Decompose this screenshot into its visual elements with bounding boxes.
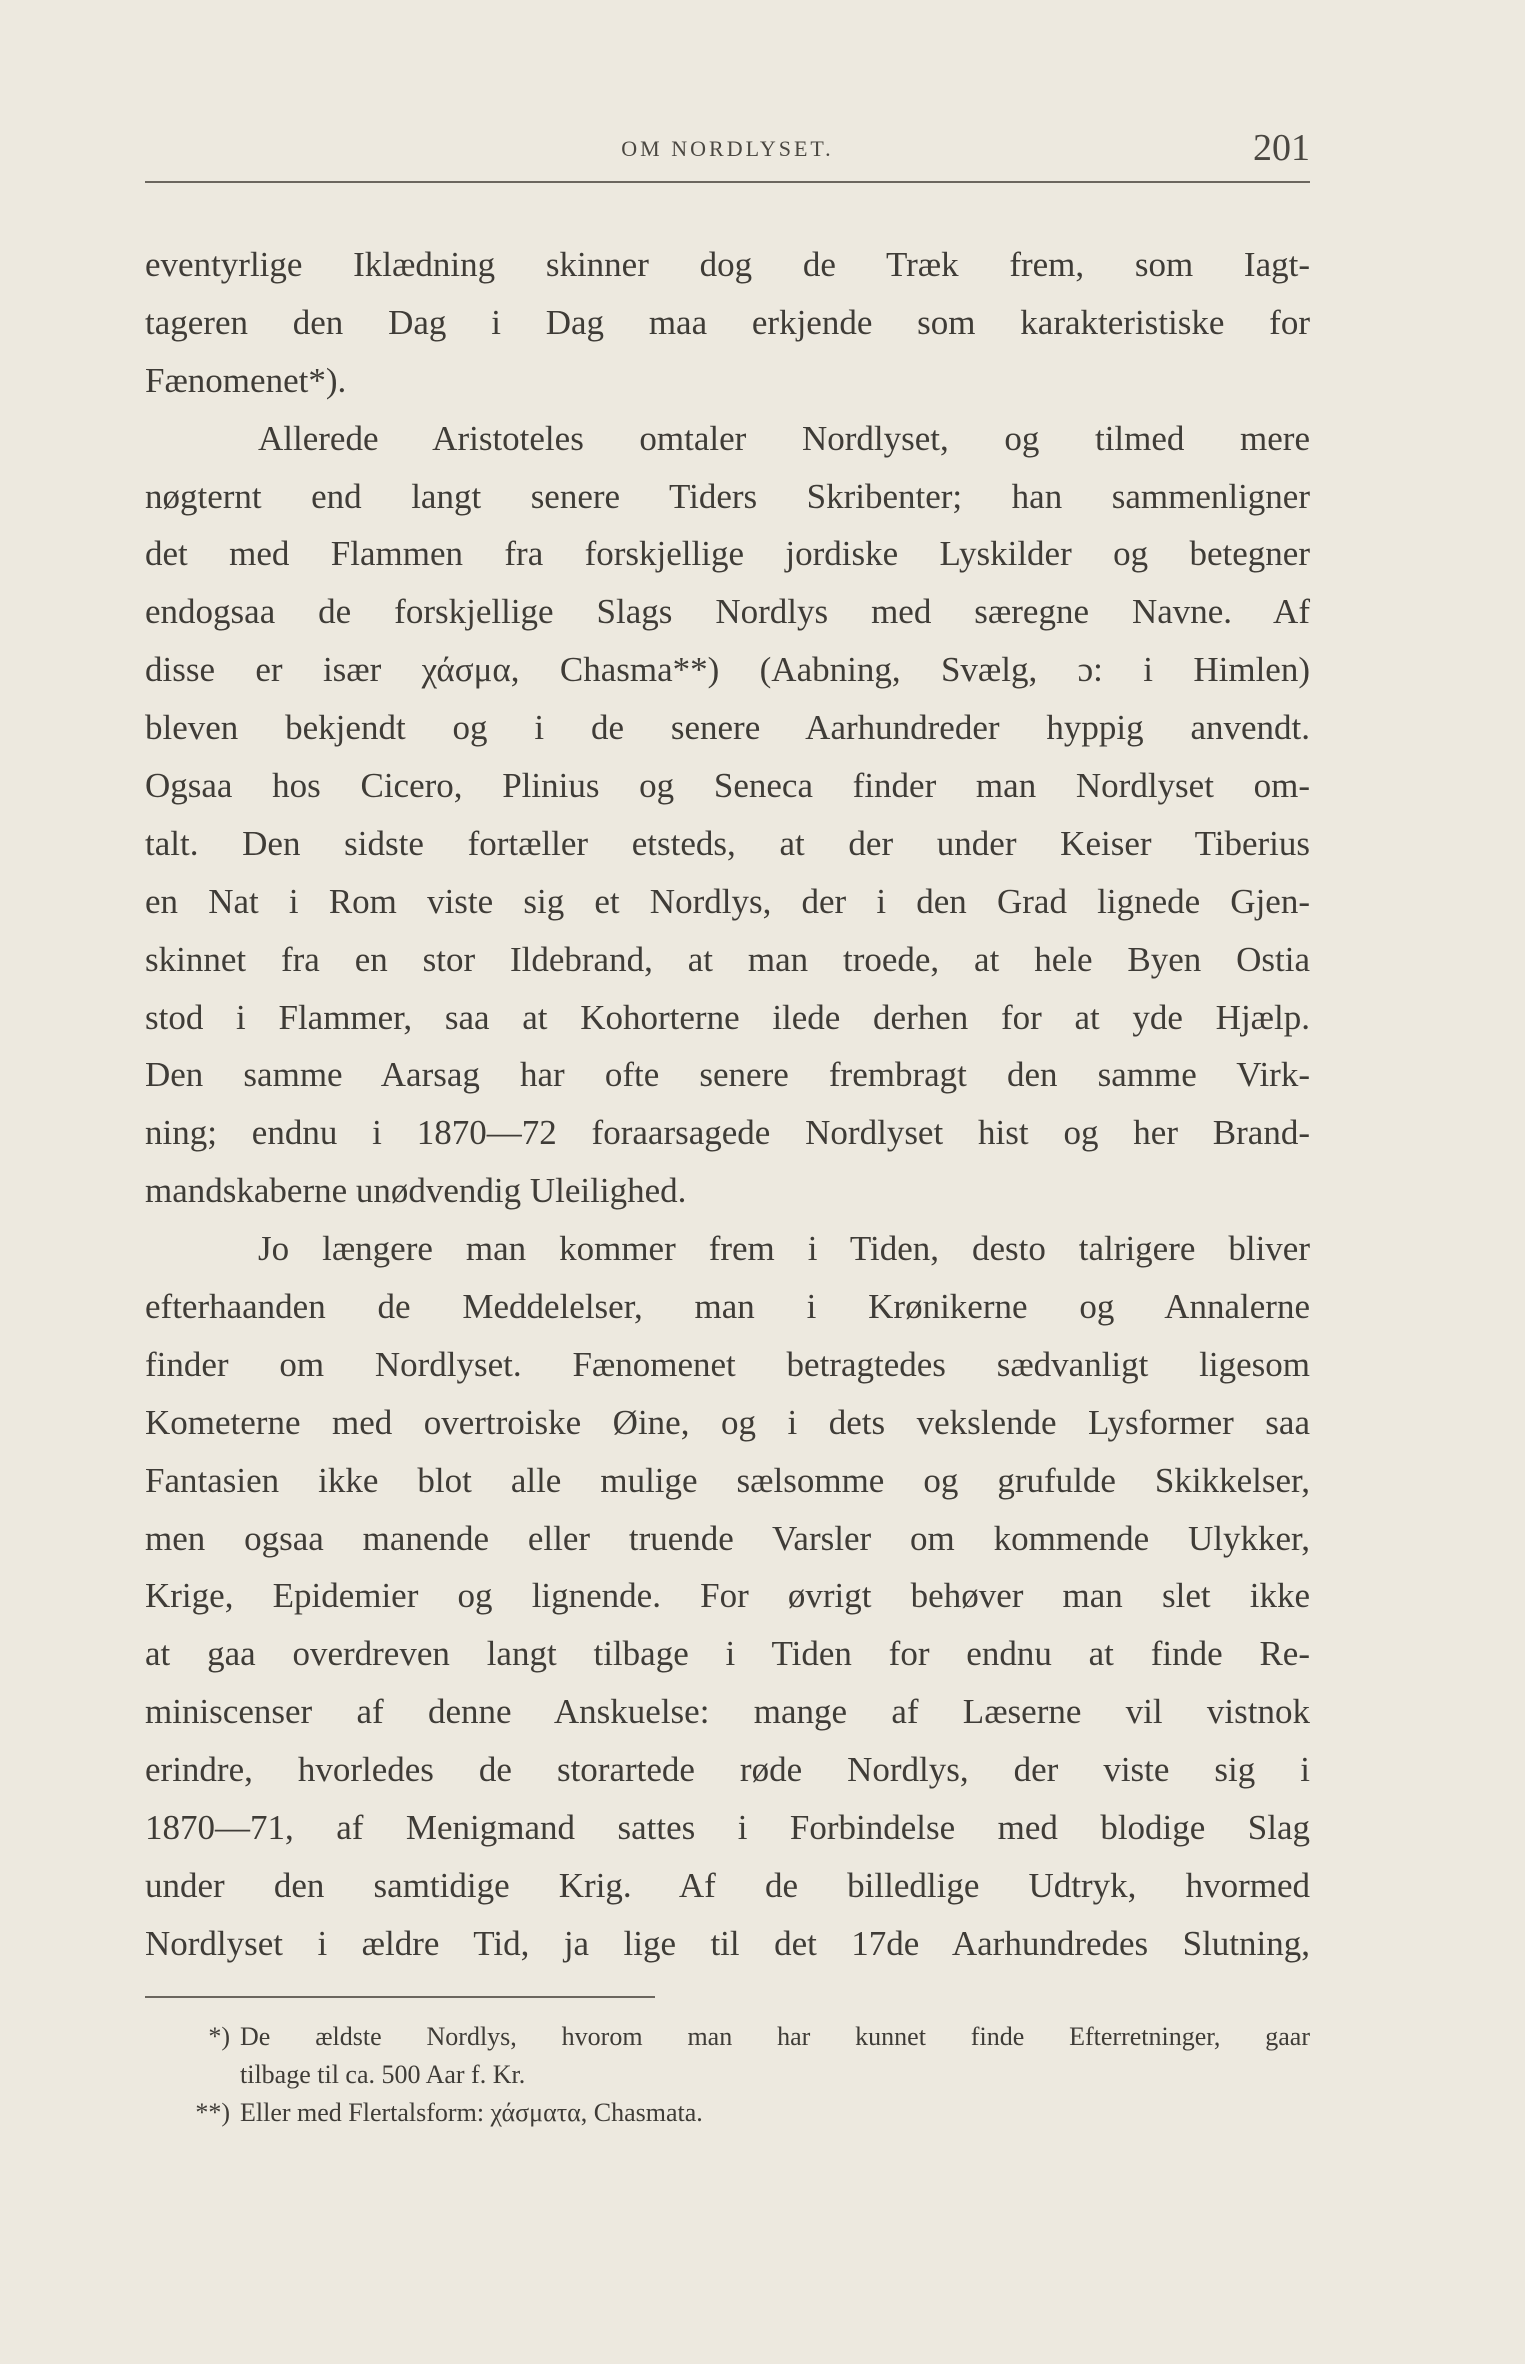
text-line: Den samme Aarsag har ofte senere frembragt den samme Virk- (145, 1055, 1310, 1095)
footnote-2 (145, 2094, 1310, 2132)
text-line: Fantasien ikke blot alle mulige sælsomme og grufulde Skikkelser, (145, 1460, 1310, 1500)
text-line: men ogsaa manende eller truende Varsler om kommende Ulykker, (145, 1518, 1310, 1558)
text-line: disse er især χάσμα, Chasma**) (Aabning, Svælg, ɔ: i Himlen) (145, 650, 1310, 690)
running-head: OM NORDLYSET. (621, 136, 834, 161)
text-line: Kometerne med overtroiske Øine, og i dets vekslende Lysformer saa (145, 1402, 1310, 1442)
text-line: Fænomenet*). (145, 360, 347, 400)
text-line: 1870—71, af Menigmand sattes i Forbindelse med blodige Slag (145, 1808, 1310, 1848)
page-header (145, 126, 1310, 176)
text-line: skinnet fra en stor Ildebrand, at man troede, at hele Byen Ostia (145, 939, 1310, 979)
text-line: miniscenser af denne Anskuelse: mange af Læserne vil vistnok (145, 1692, 1310, 1732)
page-number: 201 (1253, 127, 1310, 169)
text-line: finder om Nordlyset. Fænomenet betragtedes sædvanligt ligesom (145, 1344, 1310, 1384)
footnote-rule (145, 1996, 655, 1998)
text-line: ning; endnu i 1870—72 foraarsagede Nordlyset hist og her Brand- (145, 1113, 1310, 1153)
text-line: efterhaanden de Meddelelser, man i Krønikerne og Annalerne (145, 1287, 1310, 1327)
text-line: Nordlyset i ældre Tid, ja lige til det 17de Aarhundredes Slutning, (145, 1923, 1310, 1963)
footnote-text: De ældste Nordlys, hvorom man har kunnet finde Efterretninger, gaar (240, 2022, 1310, 2051)
body-text (145, 236, 1310, 1973)
text-line: stod i Flammer, saa at Kohorterne ilede derhen for at yde Hjælp. (145, 997, 1310, 1037)
text-line: at gaa overdreven langt tilbage i Tiden for endnu at finde Re- (145, 1634, 1310, 1674)
footnote-text: Eller med Flertalsform: χάσματα, Chasmata. (240, 2098, 703, 2127)
text-line: Jo længere man kommer frem i Tiden, desto talrigere bliver (258, 1229, 1310, 1269)
text-line: bleven bekjendt og i de senere Aarhundreder hyppig anvendt. (145, 708, 1310, 748)
header-rule (145, 181, 1310, 183)
text-line: mandskaberne unødvendig Uleilighed. (145, 1171, 687, 1211)
text-line: nøgternt end langt senere Tiders Skribenter; han sammenligner (145, 476, 1310, 516)
footnotes (145, 2018, 1310, 2132)
footnote-mark: **) (195, 2098, 230, 2127)
footnote-mark: *) (208, 2022, 230, 2051)
footnote-1 (145, 2018, 1310, 2056)
text-line: endogsaa de forskjellige Slags Nordlys med særegne Navne. Af (145, 592, 1310, 632)
footnote-1-cont (145, 2056, 1310, 2094)
text-line: tageren den Dag i Dag maa erkjende som karakteristiske for (145, 302, 1310, 342)
text-line: talt. Den sidste fortæller etsteds, at der under Keiser Tiberius (145, 823, 1310, 863)
text-line: det med Flammen fra forskjellige jordiske Lyskilder og betegner (145, 534, 1310, 574)
text-line: Allerede Aristoteles omtaler Nordlyset, og tilmed mere (258, 418, 1310, 458)
text-line: en Nat i Rom viste sig et Nordlys, der i den Grad lignede Gjen- (145, 881, 1310, 921)
footnote-text: tilbage til ca. 500 Aar f. Kr. (240, 2060, 526, 2089)
text-line: erindre, hvorledes de storartede røde Nordlys, der viste sig i (145, 1750, 1310, 1790)
text-line: Krige, Epidemier og lignende. For øvrigt behøver man slet ikke (145, 1576, 1310, 1616)
text-line: Ogsaa hos Cicero, Plinius og Seneca finder man Nordlyset om- (145, 766, 1310, 806)
text-line: eventyrlige Iklædning skinner dog de Træk frem, som Iagt- (145, 245, 1310, 284)
text-line: under den samtidige Krig. Af de billedlige Udtryk, hvormed (145, 1865, 1310, 1905)
